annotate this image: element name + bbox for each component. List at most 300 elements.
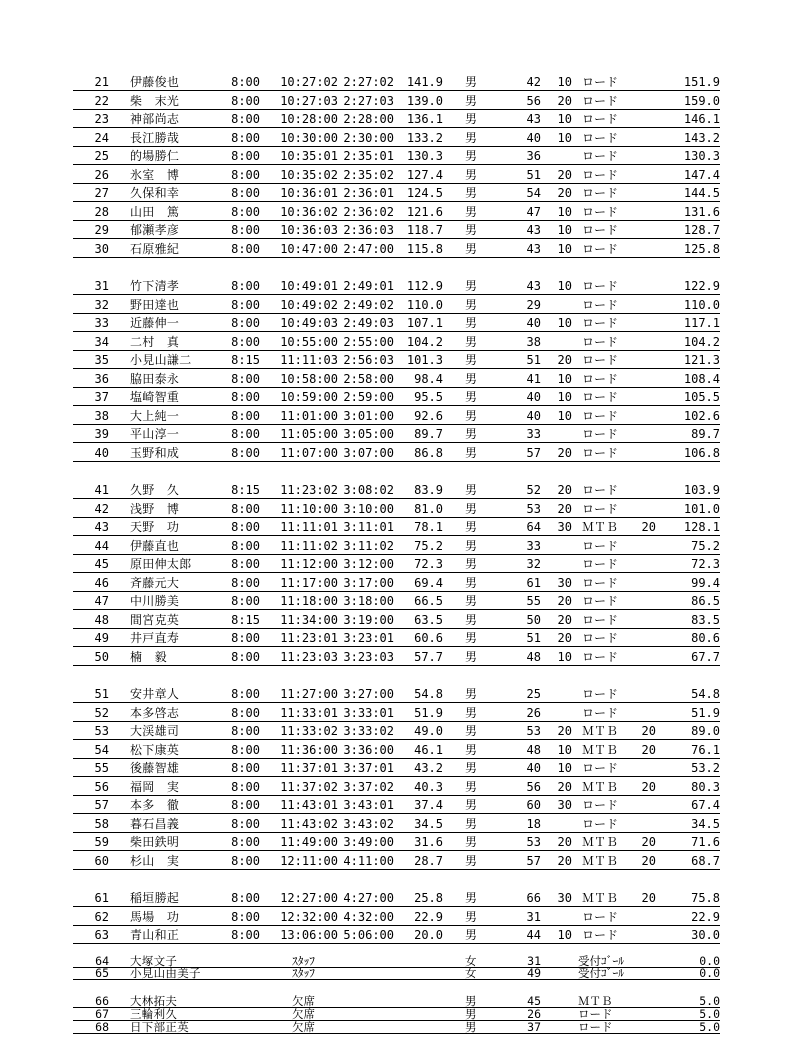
table-row (0, 110, 802, 128)
table-row (0, 425, 802, 443)
table-row (0, 92, 802, 110)
score-cell: 34.5 (414, 816, 443, 831)
rank-cell: 28 (94, 204, 109, 219)
age-bonus-cell: 10 (557, 130, 572, 145)
bike-type-cell: ロード (582, 334, 619, 349)
rank-cell: 50 (94, 649, 109, 664)
rank-cell: 23 (94, 112, 109, 126)
finish-time-cell: 10:36:03 (280, 223, 338, 237)
finish-time-cell: 11:37:02 (280, 779, 338, 794)
elapsed-time-cell: 2:47:00 (343, 241, 394, 256)
age-cell: 47 (526, 204, 541, 219)
rank-cell: 59 (94, 835, 109, 849)
status-cell: 欠席 (292, 1007, 315, 1021)
age-bonus-cell: 20 (557, 167, 572, 182)
sex-cell: 男 (465, 390, 478, 404)
rank-cell: 51 (94, 687, 109, 701)
name-cell: 山田 篤 (130, 204, 180, 219)
bike-type-cell: ロード (582, 816, 619, 831)
bike-bonus-cell: 20 (641, 835, 656, 849)
elapsed-time-cell: 2:49:03 (343, 316, 394, 330)
total-score-cell: 76.1 (691, 742, 720, 757)
age-cell: 32 (526, 557, 541, 571)
bike-type-cell: ロード (582, 149, 619, 163)
name-cell: 大渓雄司 (130, 724, 180, 738)
bike-type-cell: ロード (582, 649, 619, 664)
total-score-cell: 144.5 (683, 186, 720, 200)
rank-cell: 25 (94, 149, 109, 163)
table-row (0, 184, 802, 202)
name-cell: 平山淳一 (130, 427, 180, 441)
elapsed-time-cell: 3:12:00 (343, 557, 394, 571)
sex-cell: 男 (465, 994, 477, 1008)
rank-cell: 48 (94, 612, 109, 627)
age-bonus-cell: 20 (557, 612, 572, 627)
elapsed-time-cell: 4:32:00 (343, 909, 394, 924)
rank-cell: 37 (94, 390, 109, 404)
start-time-cell: 8:00 (231, 390, 260, 404)
score-cell: 101.3 (406, 353, 443, 367)
sex-cell: 男 (465, 297, 478, 312)
age-cell: 51 (526, 631, 541, 645)
age-cell: 31 (527, 954, 541, 968)
start-time-cell: 8:15 (231, 483, 260, 497)
total-score-cell: 5.0 (699, 994, 720, 1008)
score-cell: 20.0 (414, 928, 443, 942)
score-cell: 63.5 (414, 612, 443, 627)
sex-cell: 男 (465, 631, 478, 645)
elapsed-time-cell: 2:28:00 (343, 112, 394, 126)
rank-cell: 45 (94, 557, 109, 571)
finish-time-cell: 11:33:02 (280, 724, 338, 738)
start-time-cell: 8:00 (231, 112, 260, 126)
total-score-cell: 67.7 (691, 649, 720, 664)
bike-type-cell: ロード (582, 928, 619, 942)
age-bonus-cell: 10 (557, 241, 572, 256)
age-cell: 51 (526, 353, 541, 367)
sex-cell: 男 (465, 520, 478, 534)
age-cell: 43 (526, 241, 541, 256)
name-cell: 本多 徹 (130, 798, 180, 812)
rank-cell: 56 (94, 779, 109, 794)
name-cell: 柴田鉄明 (130, 835, 180, 849)
bike-type-cell: ＭＴＢ (582, 724, 619, 738)
bike-type-cell: ロード (582, 353, 619, 367)
age-cell: 57 (526, 853, 541, 868)
status-cell: 欠席 (292, 1020, 315, 1034)
bike-bonus-cell: 20 (641, 724, 656, 738)
table-row (0, 444, 802, 462)
start-time-cell: 8:00 (231, 279, 260, 293)
sex-cell: 男 (465, 371, 478, 386)
elapsed-time-cell: 3:17:00 (343, 575, 394, 590)
finish-time-cell: 11:27:00 (280, 687, 338, 701)
start-time-cell: 8:00 (231, 241, 260, 256)
start-time-cell: 8:00 (231, 724, 260, 738)
finish-time-cell: 11:11:01 (280, 520, 338, 534)
age-bonus-cell: 10 (557, 928, 572, 942)
rank-cell: 32 (94, 297, 109, 312)
age-bonus-cell: 20 (557, 853, 572, 868)
age-cell: 52 (526, 483, 541, 497)
name-cell: 三輪利久 (130, 1007, 178, 1021)
total-score-cell: 105.5 (683, 390, 720, 404)
age-cell: 60 (526, 798, 541, 812)
rank-cell: 30 (94, 241, 109, 256)
finish-time-cell: 11:07:00 (280, 445, 338, 460)
age-bonus-cell: 10 (557, 390, 572, 404)
rank-cell: 43 (94, 520, 109, 534)
rank-cell: 22 (94, 93, 109, 108)
age-cell: 51 (526, 167, 541, 182)
elapsed-time-cell: 2:36:03 (343, 223, 394, 237)
total-score-cell: 80.3 (691, 779, 720, 794)
start-time-cell: 8:00 (231, 557, 260, 571)
table-row (0, 277, 802, 295)
elapsed-time-cell: 3:18:00 (343, 594, 394, 608)
total-score-cell: 0.0 (699, 954, 720, 968)
bike-bonus-cell: 20 (641, 779, 656, 794)
finish-time-cell: 11:23:03 (280, 649, 338, 664)
elapsed-time-cell: 4:27:00 (343, 891, 394, 905)
age-bonus-cell: 10 (557, 279, 572, 293)
age-bonus-cell: 30 (557, 798, 572, 812)
score-cell: 46.1 (414, 742, 443, 757)
total-score-cell: 86.5 (691, 594, 720, 608)
total-score-cell: 125.8 (683, 241, 720, 256)
score-cell: 139.0 (406, 93, 443, 108)
finish-time-cell: 10:35:02 (280, 167, 338, 182)
sex-cell: 女 (465, 954, 477, 968)
total-score-cell: 89.7 (691, 427, 720, 441)
score-cell: 121.6 (406, 204, 443, 219)
total-score-cell: 146.1 (683, 112, 720, 126)
age-bonus-cell: 10 (557, 75, 572, 89)
bike-type-cell: ＭＴＢ (582, 520, 619, 534)
table-row (0, 166, 802, 184)
total-score-cell: 130.3 (683, 149, 720, 163)
total-score-cell: 128.1 (683, 520, 720, 534)
rank-cell: 54 (94, 742, 109, 757)
bike-type-cell: ロード (582, 223, 619, 237)
score-cell: 81.0 (414, 501, 443, 516)
score-cell: 107.1 (406, 316, 443, 330)
score-cell: 127.4 (406, 167, 443, 182)
start-time-cell: 8:00 (231, 538, 260, 553)
finish-time-cell: 11:11:03 (280, 353, 338, 367)
name-cell: 日下部正英 (130, 1020, 189, 1034)
finish-time-cell: 11:01:00 (280, 408, 338, 423)
elapsed-time-cell: 3:23:01 (343, 631, 394, 645)
table-row (0, 889, 802, 907)
finish-time-cell: 10:49:02 (280, 297, 338, 312)
rank-cell: 27 (94, 186, 109, 200)
rank-cell: 44 (94, 538, 109, 553)
start-time-cell: 8:00 (231, 501, 260, 516)
start-time-cell: 8:00 (231, 798, 260, 812)
total-score-cell: 108.4 (683, 371, 720, 386)
elapsed-time-cell: 4:11:00 (343, 853, 394, 868)
table-row (0, 759, 802, 777)
start-time-cell: 8:00 (231, 297, 260, 312)
name-cell: 楠 毅 (130, 649, 167, 664)
start-time-cell: 8:00 (231, 93, 260, 108)
sex-cell: 男 (465, 761, 478, 775)
total-score-cell: 106.8 (683, 445, 720, 460)
age-cell: 56 (526, 779, 541, 794)
score-cell: 89.7 (414, 427, 443, 441)
category-cell: 受付ｺﾞｰﾙ (578, 954, 624, 968)
finish-time-cell: 10:47:00 (280, 241, 338, 256)
elapsed-time-cell: 3:23:03 (343, 649, 394, 664)
table-row (0, 815, 802, 833)
sex-cell: 男 (465, 167, 478, 182)
table-row (0, 388, 802, 406)
finish-time-cell: 10:59:00 (280, 390, 338, 404)
elapsed-time-cell: 3:10:00 (343, 501, 394, 516)
age-cell: 42 (526, 75, 541, 89)
sex-cell: 女 (465, 966, 477, 980)
age-bonus-cell: 10 (557, 761, 572, 775)
age-bonus-cell: 10 (557, 649, 572, 664)
start-time-cell: 8:00 (231, 427, 260, 441)
age-cell: 40 (526, 408, 541, 423)
finish-time-cell: 11:43:01 (280, 798, 338, 812)
bike-type-cell: ＭＴＢ (582, 853, 619, 868)
total-score-cell: 22.9 (691, 909, 720, 924)
name-cell: 久野 久 (130, 483, 180, 497)
finish-time-cell: 12:27:00 (280, 891, 338, 905)
bike-type-cell: ロード (582, 316, 619, 330)
elapsed-time-cell: 2:58:00 (343, 371, 394, 386)
total-score-cell: 5.0 (699, 1020, 720, 1034)
start-time-cell: 8:00 (231, 631, 260, 645)
name-cell: 塩崎智重 (130, 390, 180, 404)
name-cell: 安井章人 (130, 687, 180, 701)
name-cell: 石原雅紀 (130, 241, 180, 256)
bike-type-cell: ＭＴＢ (582, 779, 619, 794)
finish-time-cell: 12:32:00 (280, 909, 338, 924)
sex-cell: 男 (465, 798, 478, 812)
finish-time-cell: 11:49:00 (280, 835, 338, 849)
elapsed-time-cell: 3:37:01 (343, 761, 394, 775)
name-cell: 杉山 実 (130, 853, 180, 868)
sex-cell: 男 (465, 612, 478, 627)
name-cell: 大塚文子 (130, 954, 178, 968)
finish-time-cell: 10:28:00 (280, 112, 338, 126)
score-cell: 86.8 (414, 445, 443, 460)
start-time-cell: 8:00 (231, 705, 260, 720)
score-cell: 112.9 (406, 279, 443, 293)
score-cell: 110.0 (406, 297, 443, 312)
table-row (0, 648, 802, 666)
name-cell: 斉藤元大 (130, 575, 180, 590)
bike-type-cell: ロード (582, 279, 619, 293)
total-score-cell: 147.4 (683, 167, 720, 182)
rank-cell: 41 (94, 483, 109, 497)
bike-bonus-cell: 20 (641, 891, 656, 905)
age-cell: 40 (526, 316, 541, 330)
sex-cell: 男 (465, 75, 478, 89)
rank-cell: 47 (94, 594, 109, 608)
bike-type-cell: ロード (582, 186, 619, 200)
score-cell: 83.9 (414, 483, 443, 497)
elapsed-time-cell: 2:55:00 (343, 334, 394, 349)
table-row (0, 574, 802, 592)
age-cell: 25 (526, 687, 541, 701)
total-score-cell: 54.8 (691, 687, 720, 701)
finish-time-cell: 10:58:00 (280, 371, 338, 386)
bike-type-cell: ロード (582, 612, 619, 627)
sex-cell: 男 (465, 594, 478, 608)
rank-cell: 21 (94, 75, 109, 89)
total-score-cell: 0.0 (699, 966, 720, 980)
finish-time-cell: 10:27:02 (280, 75, 338, 89)
age-bonus-cell: 30 (557, 891, 572, 905)
sex-cell: 男 (465, 483, 478, 497)
score-cell: 57.7 (414, 649, 443, 664)
rank-cell: 57 (94, 798, 109, 812)
bike-type-cell: ロード (582, 909, 619, 924)
sex-cell: 男 (465, 1020, 477, 1034)
age-cell: 43 (526, 112, 541, 126)
age-cell: 54 (526, 186, 541, 200)
status-cell: ｽﾀｯﾌ (292, 966, 315, 980)
age-bonus-cell: 20 (557, 186, 572, 200)
bike-type-cell: ロード (582, 501, 619, 516)
rank-cell: 65 (95, 966, 109, 980)
sex-cell: 男 (465, 353, 478, 367)
rank-cell: 60 (94, 853, 109, 868)
table-row (0, 370, 802, 388)
name-cell: 松下康英 (130, 742, 180, 757)
elapsed-time-cell: 2:27:03 (343, 93, 394, 108)
table-row (0, 926, 802, 944)
finish-time-cell: 11:10:00 (280, 501, 338, 516)
name-cell: 青山和正 (130, 928, 180, 942)
status-cell: ｽﾀｯﾌ (292, 954, 315, 968)
total-score-cell: 159.0 (683, 93, 720, 108)
start-time-cell: 8:00 (231, 167, 260, 182)
finish-time-cell: 13:06:00 (280, 928, 338, 942)
elapsed-time-cell: 3:07:00 (343, 445, 394, 460)
elapsed-time-cell: 2:35:02 (343, 167, 394, 182)
age-cell: 48 (526, 649, 541, 664)
total-score-cell: 131.6 (683, 204, 720, 219)
bike-type-cell: ロード (582, 445, 619, 460)
total-score-cell: 68.7 (691, 853, 720, 868)
name-cell: 的場勝仁 (130, 149, 180, 163)
total-score-cell: 151.9 (683, 75, 720, 89)
score-cell: 136.1 (406, 112, 443, 126)
name-cell: 中川勝美 (130, 594, 180, 608)
total-score-cell: 122.9 (683, 279, 720, 293)
age-bonus-cell: 20 (557, 594, 572, 608)
rank-cell: 33 (94, 316, 109, 330)
total-score-cell: 104.2 (683, 334, 720, 349)
bike-type-cell: ロード (582, 130, 619, 145)
table-row (0, 592, 802, 610)
rank-cell: 55 (94, 761, 109, 775)
sex-cell: 男 (465, 779, 478, 794)
age-cell: 33 (526, 538, 541, 553)
table-row (0, 221, 802, 239)
bike-type-cell: ロード (582, 761, 619, 775)
total-score-cell: 34.5 (691, 816, 720, 831)
sex-cell: 男 (465, 241, 478, 256)
table-row (0, 722, 802, 740)
name-cell: 福岡 実 (130, 779, 180, 794)
age-cell: 33 (526, 427, 541, 441)
finish-time-cell: 11:05:00 (280, 427, 338, 441)
score-cell: 72.3 (414, 557, 443, 571)
bike-bonus-cell: 20 (641, 853, 656, 868)
rank-cell: 62 (94, 909, 109, 924)
age-cell: 56 (526, 93, 541, 108)
elapsed-time-cell: 2:35:01 (343, 149, 394, 163)
score-cell: 60.6 (414, 631, 443, 645)
sex-cell: 男 (465, 816, 478, 831)
age-bonus-cell: 30 (557, 520, 572, 534)
age-cell: 29 (526, 297, 541, 312)
age-bonus-cell: 10 (557, 223, 572, 237)
table-row (0, 629, 802, 647)
bike-type-cell: ロード (582, 241, 619, 256)
bike-bonus-cell: 20 (641, 742, 656, 757)
table-row (0, 995, 802, 1008)
table-row (0, 908, 802, 926)
name-cell: 郁瀬孝彦 (130, 223, 180, 237)
bike-type-cell: ＭＴＢ (582, 891, 619, 905)
score-cell: 133.2 (406, 130, 443, 145)
bike-type-cell: ロード (582, 687, 619, 701)
name-cell: 久保和幸 (130, 186, 180, 200)
start-time-cell: 8:00 (231, 649, 260, 664)
bike-type-cell: ロード (582, 594, 619, 608)
total-score-cell: 80.6 (691, 631, 720, 645)
age-cell: 50 (526, 612, 541, 627)
sex-cell: 男 (465, 279, 478, 293)
total-score-cell: 121.3 (683, 353, 720, 367)
finish-time-cell: 11:36:00 (280, 742, 338, 757)
elapsed-time-cell: 3:11:01 (343, 520, 394, 534)
sex-cell: 男 (465, 130, 478, 145)
table-row (0, 314, 802, 332)
finish-time-cell: 11:23:01 (280, 631, 338, 645)
age-bonus-cell: 20 (557, 501, 572, 516)
age-bonus-cell: 20 (557, 93, 572, 108)
name-cell: 伊藤俊也 (130, 75, 180, 89)
name-cell: 二村 真 (130, 334, 180, 349)
table-row (0, 741, 802, 759)
age-cell: 18 (526, 816, 541, 831)
bike-type-cell: ロード (582, 93, 619, 108)
table-row (0, 73, 802, 91)
sex-cell: 男 (465, 928, 478, 942)
start-time-cell: 8:00 (231, 761, 260, 775)
elapsed-time-cell: 2:27:02 (343, 75, 394, 89)
category-cell: ＭＴＢ (578, 994, 613, 1008)
category-cell: ロード (578, 1020, 613, 1034)
score-cell: 98.4 (414, 371, 443, 386)
score-cell: 141.9 (406, 75, 443, 89)
finish-time-cell: 10:36:02 (280, 204, 338, 219)
sex-cell: 男 (465, 835, 478, 849)
sex-cell: 男 (465, 538, 478, 553)
rank-cell: 63 (94, 928, 109, 942)
finish-time-cell: 10:27:03 (280, 93, 338, 108)
age-bonus-cell: 20 (557, 779, 572, 794)
